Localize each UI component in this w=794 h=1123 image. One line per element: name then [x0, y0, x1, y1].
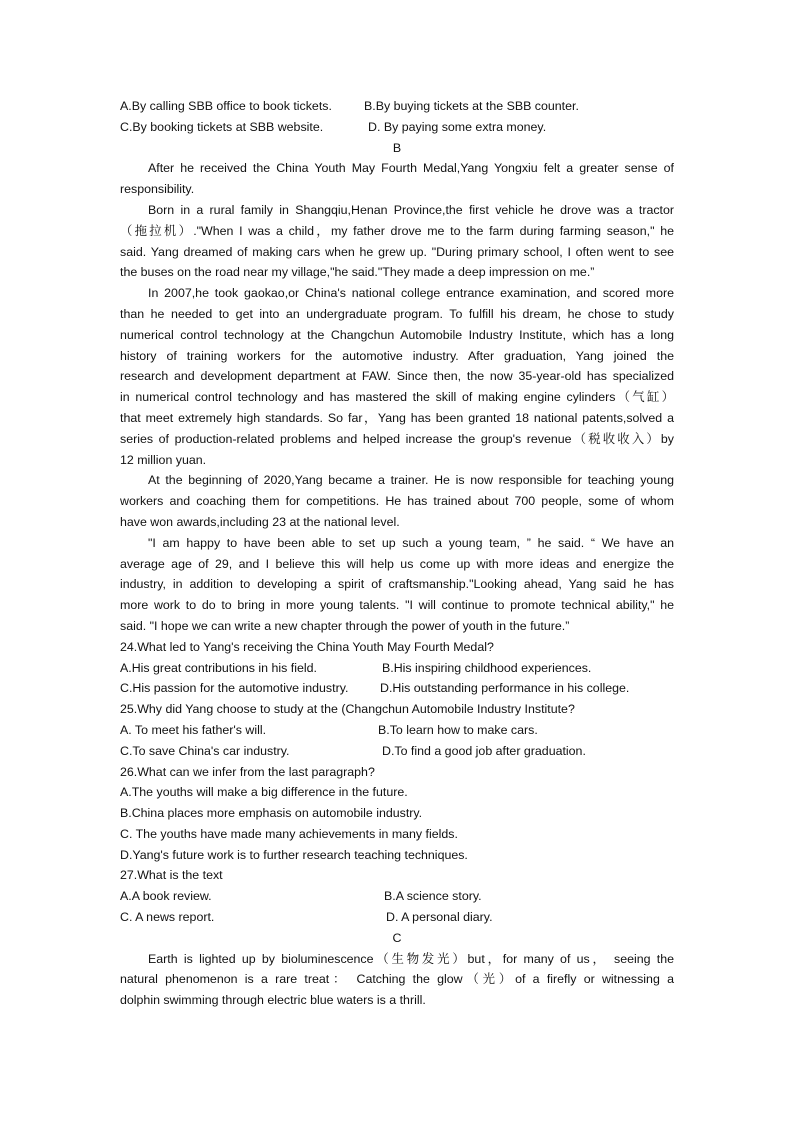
- paragraph-b4: [120, 470, 674, 532]
- question-27-options-row-2: [120, 907, 674, 928]
- text-line: research and development department at FAW. Since then, the now 35-year-old has specialized: [120, 369, 674, 384]
- question-24-options-row-1: [120, 658, 674, 679]
- option-d: D. A personal diary.: [386, 910, 493, 925]
- option-b: B.His inspiring childhood experiences.: [382, 660, 592, 675]
- paragraph-c1: [120, 949, 674, 1011]
- text-line: dolphin swimming through electric blue waters is a thrill.: [120, 993, 426, 1008]
- text-line: industry, in addition to developing a spirit of craftsmanship."Looking ahead, Yang said he has: [120, 577, 674, 592]
- question-26-stem: 26.What can we infer from the last paragraph?: [120, 764, 375, 779]
- prev-options-row-2: [120, 117, 674, 138]
- text-line: responsibility.: [120, 182, 195, 197]
- text-line: "I am happy to have been able to set up such a young team, ” he said. “ We have an: [148, 535, 674, 550]
- question-27-stem: 27.What is the text: [120, 868, 223, 883]
- option-a: A.His great contributions in his field.: [120, 660, 317, 675]
- paragraph-b3: [120, 283, 674, 470]
- option-b: B.A science story.: [384, 889, 482, 904]
- question-25-options-row-2: [120, 741, 674, 762]
- text-line: （拖拉机）."When I was a child，my father drove me to the farm during farming season," he: [120, 223, 674, 238]
- question-26-option-c: C. The youths have made many achievements in many fields.: [120, 826, 458, 841]
- option-a: A.By calling SBB office to book tickets.: [120, 99, 332, 113]
- question-25-stem: 25.Why did Yang choose to study at the (Changchun Automobile Industry Institute?: [120, 702, 575, 717]
- text-line: numerical control technology at the Changchun Automobile Industry Institute, which has a long: [120, 327, 674, 342]
- text-line: In 2007,he took gaokao,or China's national college entrance examination, and scored more: [148, 286, 674, 301]
- text-line: 12 million yuan.: [120, 452, 207, 467]
- question-27-options-row-1: [120, 886, 674, 907]
- text-line: the buses on the road near my village,"he said."They made a deep impression on me.”: [120, 265, 595, 280]
- text-line: that meet extremely high standards. So far，Yang has been granted 18 national patents,solved a: [120, 410, 674, 425]
- paragraph-b1: [120, 158, 674, 200]
- option-a: A.A book review.: [120, 889, 212, 904]
- text-line: Earth is lighted up by bioluminescence（生物发光）but，for many of us， seeing the: [148, 951, 674, 966]
- option-c: C.By booking tickets at SBB website.: [120, 119, 324, 134]
- text-line: series of production-related problems and helped increase the group's revenue（税收收入）by: [120, 431, 674, 446]
- question-24-options-row-2: [120, 678, 674, 699]
- option-c: C. A news report.: [120, 910, 215, 925]
- text-line: average age of 29, and I believe this will help us come up with more ideas and energize the: [120, 556, 674, 571]
- option-c: C.To save China's car industry.: [120, 743, 290, 758]
- question-26-option-a: A.The youths will make a big difference in the future.: [120, 785, 408, 800]
- option-c: C.His passion for the automotive industry.: [120, 681, 349, 696]
- text-line: have won awards,including 23 at the national level.: [120, 514, 400, 529]
- text-line: Born in a rural family in Shangqiu,Henan Province,the first vehicle he drove was a tractor: [148, 202, 674, 217]
- section-b-heading: B: [392, 140, 402, 155]
- text-line: After he received the China Youth May Fourth Medal,Yang Yongxiu felt a greater sense of: [148, 161, 674, 176]
- question-24-stem: 24.What led to Yang's receiving the China Youth May Fourth Medal?: [120, 639, 494, 654]
- paragraph-b5: [120, 533, 674, 637]
- option-b: B.To learn how to make cars.: [378, 722, 538, 737]
- option-d: D. By paying some extra money.: [368, 119, 547, 134]
- option-b: B.By buying tickets at the SBB counter.: [364, 99, 579, 113]
- text-line: said. "I hope we can write a new chapter through the power of youth in the future.”: [120, 618, 570, 633]
- text-line: history of training workers for the automotive industry. After graduation, Yang joined the: [120, 348, 674, 363]
- text-line: than he needed to get into an undergraduate program. To fulfill his dream, he chose to study: [120, 306, 674, 321]
- question-26-option-d: D.Yang's future work is to further research teaching techniques.: [120, 847, 468, 862]
- section-c-heading: C: [392, 930, 402, 945]
- question-25-options-row-1: [120, 720, 674, 741]
- text-line: workers and coaching them for competitions. He has trained about 700 people, some of whom: [120, 494, 674, 509]
- text-line: At the beginning of 2020,Yang became a trainer. He is now responsible for teaching young: [148, 473, 674, 488]
- text-line: natural phenomenon is a rare treat： Catching the glow（光）of a firefly or witnessing a: [120, 972, 674, 987]
- text-line: said. Yang dreamed of making cars when he grew up. "During primary school, I often went to see: [120, 244, 674, 259]
- option-d: D.His outstanding performance in his college.: [380, 681, 630, 696]
- option-d: D.To find a good job after graduation.: [382, 743, 586, 758]
- prev-options-row-1: [120, 96, 674, 117]
- exam-page: [120, 96, 674, 1011]
- question-26-option-b: B.China places more emphasis on automobile industry.: [120, 806, 423, 821]
- paragraph-b2: [120, 200, 674, 283]
- text-line: more work to do to bring in more young talents. "I will continue to promote technical ability," he: [120, 598, 674, 613]
- text-line: in numerical control technology and has mastered the skill of making engine cylinders（气缸）: [120, 390, 674, 405]
- option-a: A. To meet his father's will.: [120, 722, 267, 737]
